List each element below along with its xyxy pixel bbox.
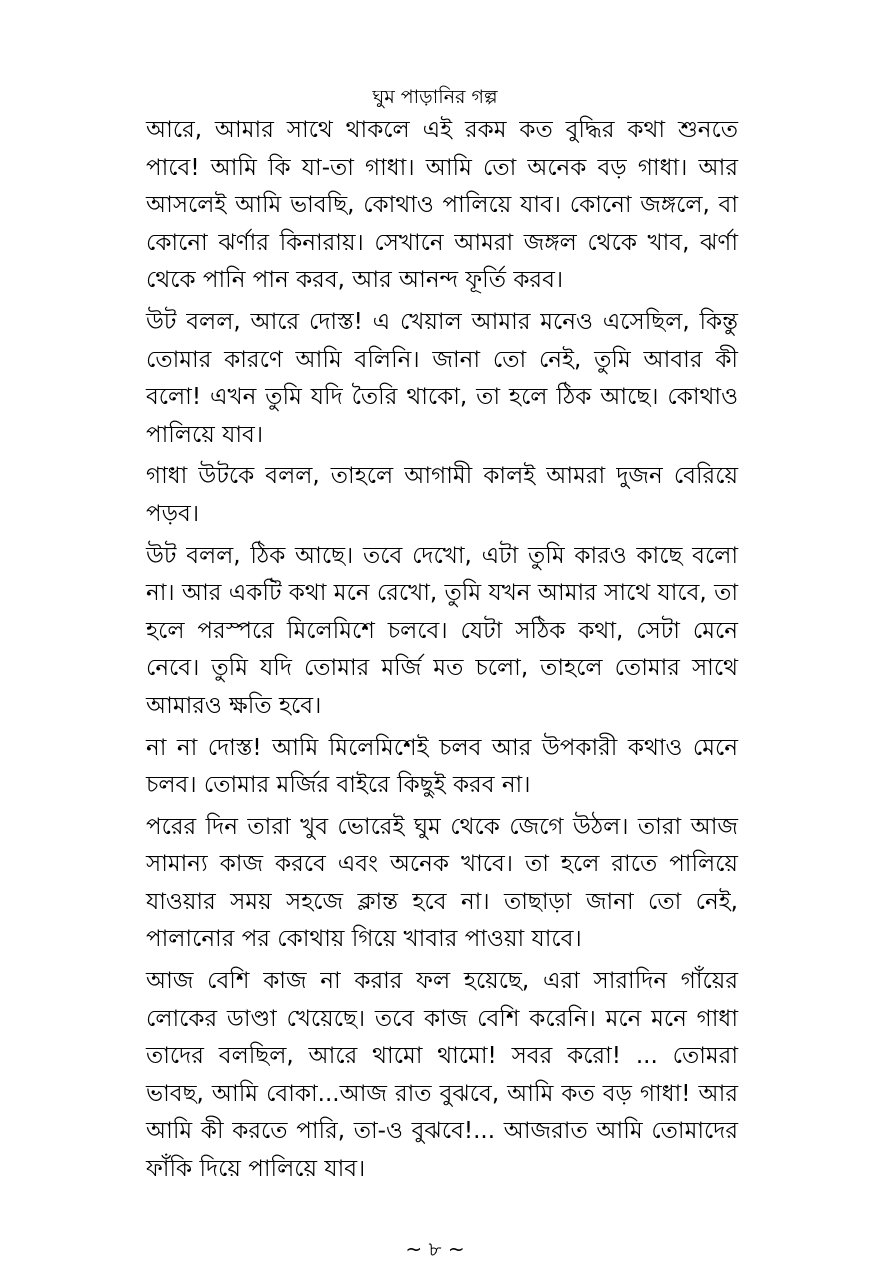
paragraph-4: উট বলল, ঠিক আছে। তবে দেখো, এটা তুমি কারও কাছে বলো না। আর একটি কথা মনে রেখো, তুমি যখন আমার সাথে যাবে, তা হলে পরস্পরে মিলেমিশে চলবে। যেটা সঠিক কথা, সেটা মেনে নেবে। তুমি যদি তোমার মর্জি মত চলো, তাহলে তোমার সাথে আমারও ক্ষতি হবে।	[146, 542, 738, 719]
paragraph-2: উট বলল, আরে দোস্ত! এ খেয়াল আমার মনেও এসেছিল, কিন্তু তোমার কারণে আমি বলিনি। জানা তো নেই, তুমি আবার কী বলো! এখন তুমি যদি তৈরি থাকো, তা হলে ঠিক আছে। কোথাও পালিয়ে যাব।	[146, 308, 738, 448]
page-header-title: ঘুম পাড়ানির গল্প	[372, 86, 498, 108]
paragraph-5: না না দোস্ত! আমি মিলেমিশেই চলব আর উপকারী কথাও মেনে চলব। তোমার মর্জির বাইরে কিছুই করব না।	[146, 734, 738, 799]
page-number: ~ ৮ ~	[405, 1237, 465, 1261]
paragraph-1: আরে, আমার সাথে থাকলে এই রকম কত বুদ্ধির কথা শুনতে পাবে! আমি কি যা-তা গাধা। আমি তো অনেক বড় গাধা। আর আসলেই আমি ভাবছি, কোথাও পালিয়ে যাব। কোনো জঙ্গলে, বা কোনো ঝর্ণার কিনারায়। সেখানে আমরা জঙ্গল থেকে খাব, ঝর্ণা থেকে পানি পান করব, আর আনন্দ ফূর্তি করব।	[146, 117, 738, 294]
story-body	[146, 112, 738, 1193]
paragraph-7: আজ বেশি কাজ না করার ফল হয়েছে, এরা সারাদিন গাঁয়ের লোকের ডাণ্ডা খেয়েছে। তবে কাজ বেশি করেনি। মনে মনে গাধা তাদের বলছিল, আরে থামো থামো! সবর করো! ... তোমরা ভাবছ, আমি বোকা...আজ রাত বুঝবে, আমি কত বড় গাধা! আর আমি কী করতে পারি, তা-ও বুঝবে!... আজরাত আমি তোমাদের ফাঁকি দিয়ে পালিয়ে যাব।	[146, 968, 738, 1183]
paragraph-3: গাধা উটকে বলল, তাহলে আগামী কালই আমরা দুজন বেরিয়ে পড়ব।	[146, 463, 738, 527]
paragraph-6: পরের দিন তারা খুব ভোরেই ঘুম থেকে জেগে উঠল। তারা আজ সামান্য কাজ করবে এবং অনেক খাবে। তা হলে রাতে পালিয়ে যাওয়ার সময় সহজে ক্লান্ত হবে না। তাছাড়া জানা তো নেই, পালানোর পর কোথায় গিয়ে খাবার পাওয়া যাবে।	[146, 813, 738, 953]
